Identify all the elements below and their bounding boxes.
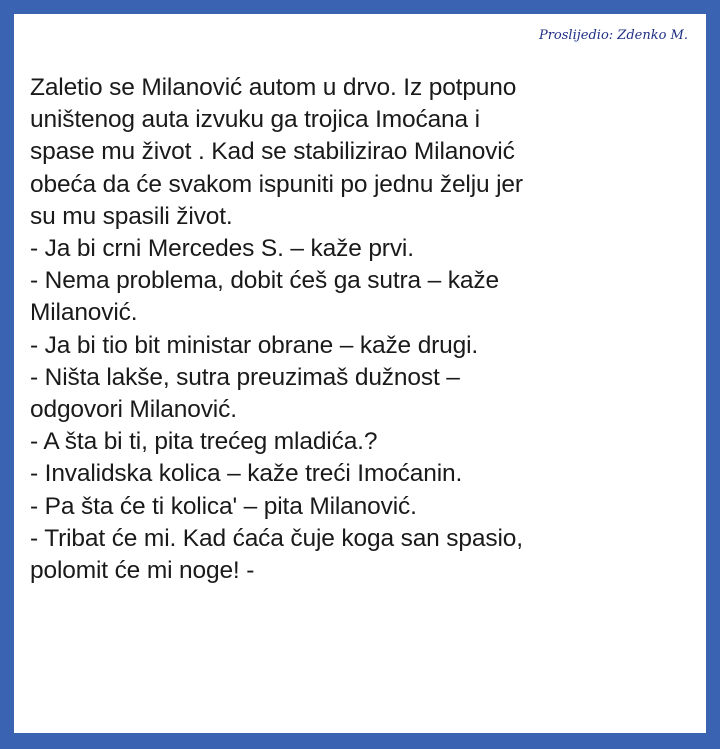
text-line: - Ništa lakše, sutra preuzimaš dužnost – xyxy=(30,363,460,391)
text-line: - Ja bi tio bit ministar obrane – kaže drugi. xyxy=(30,331,479,359)
text-line: - Tribat će mi. Kad ćaća čuje koga san spasio, xyxy=(30,524,523,552)
text-line: polomit će mi noge! - xyxy=(30,557,255,585)
text-line: odgovori Milanović. xyxy=(30,396,237,424)
text-line: - A šta bi ti, pita trećeg mladića.? xyxy=(30,428,378,456)
text-line: su mu spasili život. xyxy=(30,202,233,230)
credit-signature: Proslijedio: Zdenko M. xyxy=(538,28,688,43)
text-line: - Pa šta će ti kolica' – pita Milanović. xyxy=(30,492,417,520)
text-line: - Ja bi crni Mercedes S. – kaže prvi. xyxy=(30,235,414,263)
text-line: uništenog auta izvuku ga trojica Imoćana i xyxy=(30,106,480,134)
joke-text xyxy=(30,72,690,587)
text-line: - Invalidska kolica – kaže treći Imoćanin. xyxy=(30,460,463,488)
text-line: obeća da će svakom ispuniti po jednu želju jer xyxy=(30,170,523,198)
text-line: - Nema problema, dobit ćeš ga sutra – kaže xyxy=(30,267,499,295)
text-card xyxy=(14,14,706,733)
text-line: Milanović. xyxy=(30,299,138,327)
text-line: Zaletio se Milanović autom u drvo. Iz potpuno xyxy=(30,74,517,101)
text-line: spase mu život . Kad se stabilizirao Milanović xyxy=(30,138,515,166)
